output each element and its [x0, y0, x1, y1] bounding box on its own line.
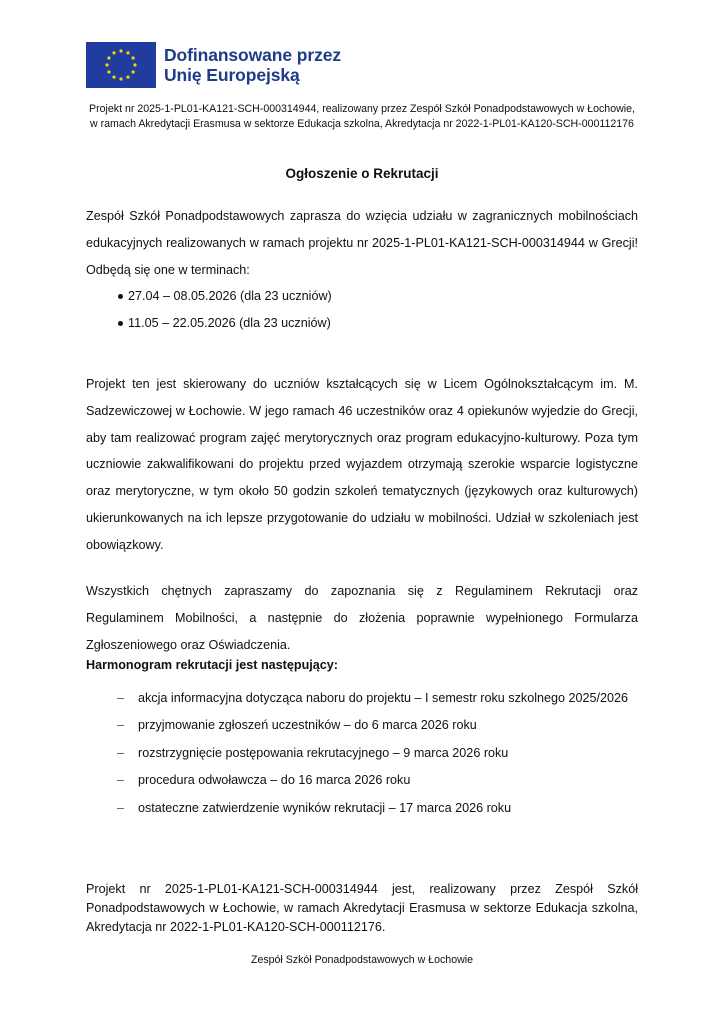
schedule-item: [86, 795, 638, 822]
term-item: [86, 283, 638, 310]
dash-icon: –: [117, 718, 125, 733]
intro-paragraph: Zespół Szkół Ponadpodstawowych zaprasza do wzięcia udziału w zagranicznych mobilnościach edukacyjnych realizowanych w ramach projektu nr 2025-1-PL01-KA121-SCH-000314944 w Grecji! Odbędą się one w terminach:: [86, 209, 638, 277]
bullet-icon: [118, 321, 123, 326]
term-item: [86, 310, 638, 337]
dash-icon: –: [117, 745, 125, 760]
schedule-item: [86, 740, 638, 767]
eu-flag-icon: [86, 42, 156, 88]
schedule-text: ostateczne zatwierdzenie wyników rekrutacji – 17 marca 2026 roku: [138, 800, 512, 815]
dash-icon: –: [117, 691, 125, 705]
invitation-paragraph: Wszystkich chętnych zapraszamy do zapoznania się z Regulaminem Rekrutacji oraz Regulaminem Mobilności, a następnie do złożenia poprawnie wypełnionego Formularza Zgłoszeniowego oraz Oświadczenia.: [86, 584, 638, 652]
eu-funding-logo: [86, 42, 341, 88]
terms-list: [86, 283, 638, 337]
description-paragraph: Projekt ten jest skierowany do uczniów kształcących się w Licem Ogólnokształcącym im. M. Sadzewiczowej w Łochowie. W jego ramach 46 uczestników oraz 4 opiekunów wyjedzie do Grecji, aby tam realizować program zajęć merytorycznych oraz program edukacyjno-kulturowy. Poza tym uczniowie zakwalifikowani do projektu przed wyjazdem otrzymają szerokie wsparcie logistyczne oraz merytoryczne, w tym około 50 godzin szkoleń tematycznych (językowych oraz kulturowych) ukierunkowanych na ich lepsze przygotowanie do udziału w mobilności. Udział w szkoleniach jest obowiązkowy.: [86, 377, 638, 552]
schedule-heading: Harmonogram rekrutacji jest następujący:: [86, 658, 338, 672]
bullet-icon: [118, 294, 123, 299]
schedule-text: akcja informacyjna dotycząca naboru do projektu – I semestr roku szkolnego 2025/2026: [138, 691, 629, 705]
schedule-text: procedura odwoławcza – do 16 marca 2026 roku: [138, 773, 411, 788]
schedule-text: rozstrzygnięcie postępowania rekrutacyjnego – 9 marca 2026 roku: [138, 745, 509, 760]
term-text: 11.05 – 22.05.2026 (dla 23 uczniów): [128, 316, 331, 330]
schedule-item: [86, 685, 638, 712]
term-text: 27.04 – 08.05.2026 (dla 23 uczniów): [128, 289, 332, 303]
page-title: Ogłoszenie o Rekrutacji: [285, 166, 439, 181]
page-footer: Zespół Szkół Ponadpodstawowych w Łochowie: [250, 954, 473, 966]
dash-icon: –: [117, 800, 125, 815]
schedule-item: [86, 712, 638, 739]
schedule-text: przyjmowanie zgłoszeń uczestników – do 6 marca 2026 roku: [138, 718, 477, 733]
eu-funding-text: [164, 45, 341, 85]
logo-line-1: Dofinansowane przez: [164, 45, 342, 65]
logo-line-2: Unię Europejską: [164, 65, 300, 85]
closing-paragraph: Projekt nr 2025-1-PL01-KA121-SCH-000314944 jest, realizowany przez Zespół Szkół Ponadpodstawowych w Łochowie, w ramach Akredytacji Erasmusa w sektorze Edukacja szkolna, Akredytacja nr 2022-1-PL01-KA120-SCH-000112176.: [86, 882, 638, 934]
project-header: Projekt nr 2025-1-PL01-KA121-SCH-000314944, realizowany przez Zespół Szkół Ponadpodstawowych w Łochowie, w ramach Akredytacji Erasmusa w sektorze Edukacja szkolna, Akredytacja nr 2022-1-PL01-KA120-SCH-000112176: [89, 103, 635, 130]
dash-icon: –: [117, 773, 125, 788]
schedule-list: [86, 685, 638, 822]
schedule-item: [86, 767, 638, 794]
